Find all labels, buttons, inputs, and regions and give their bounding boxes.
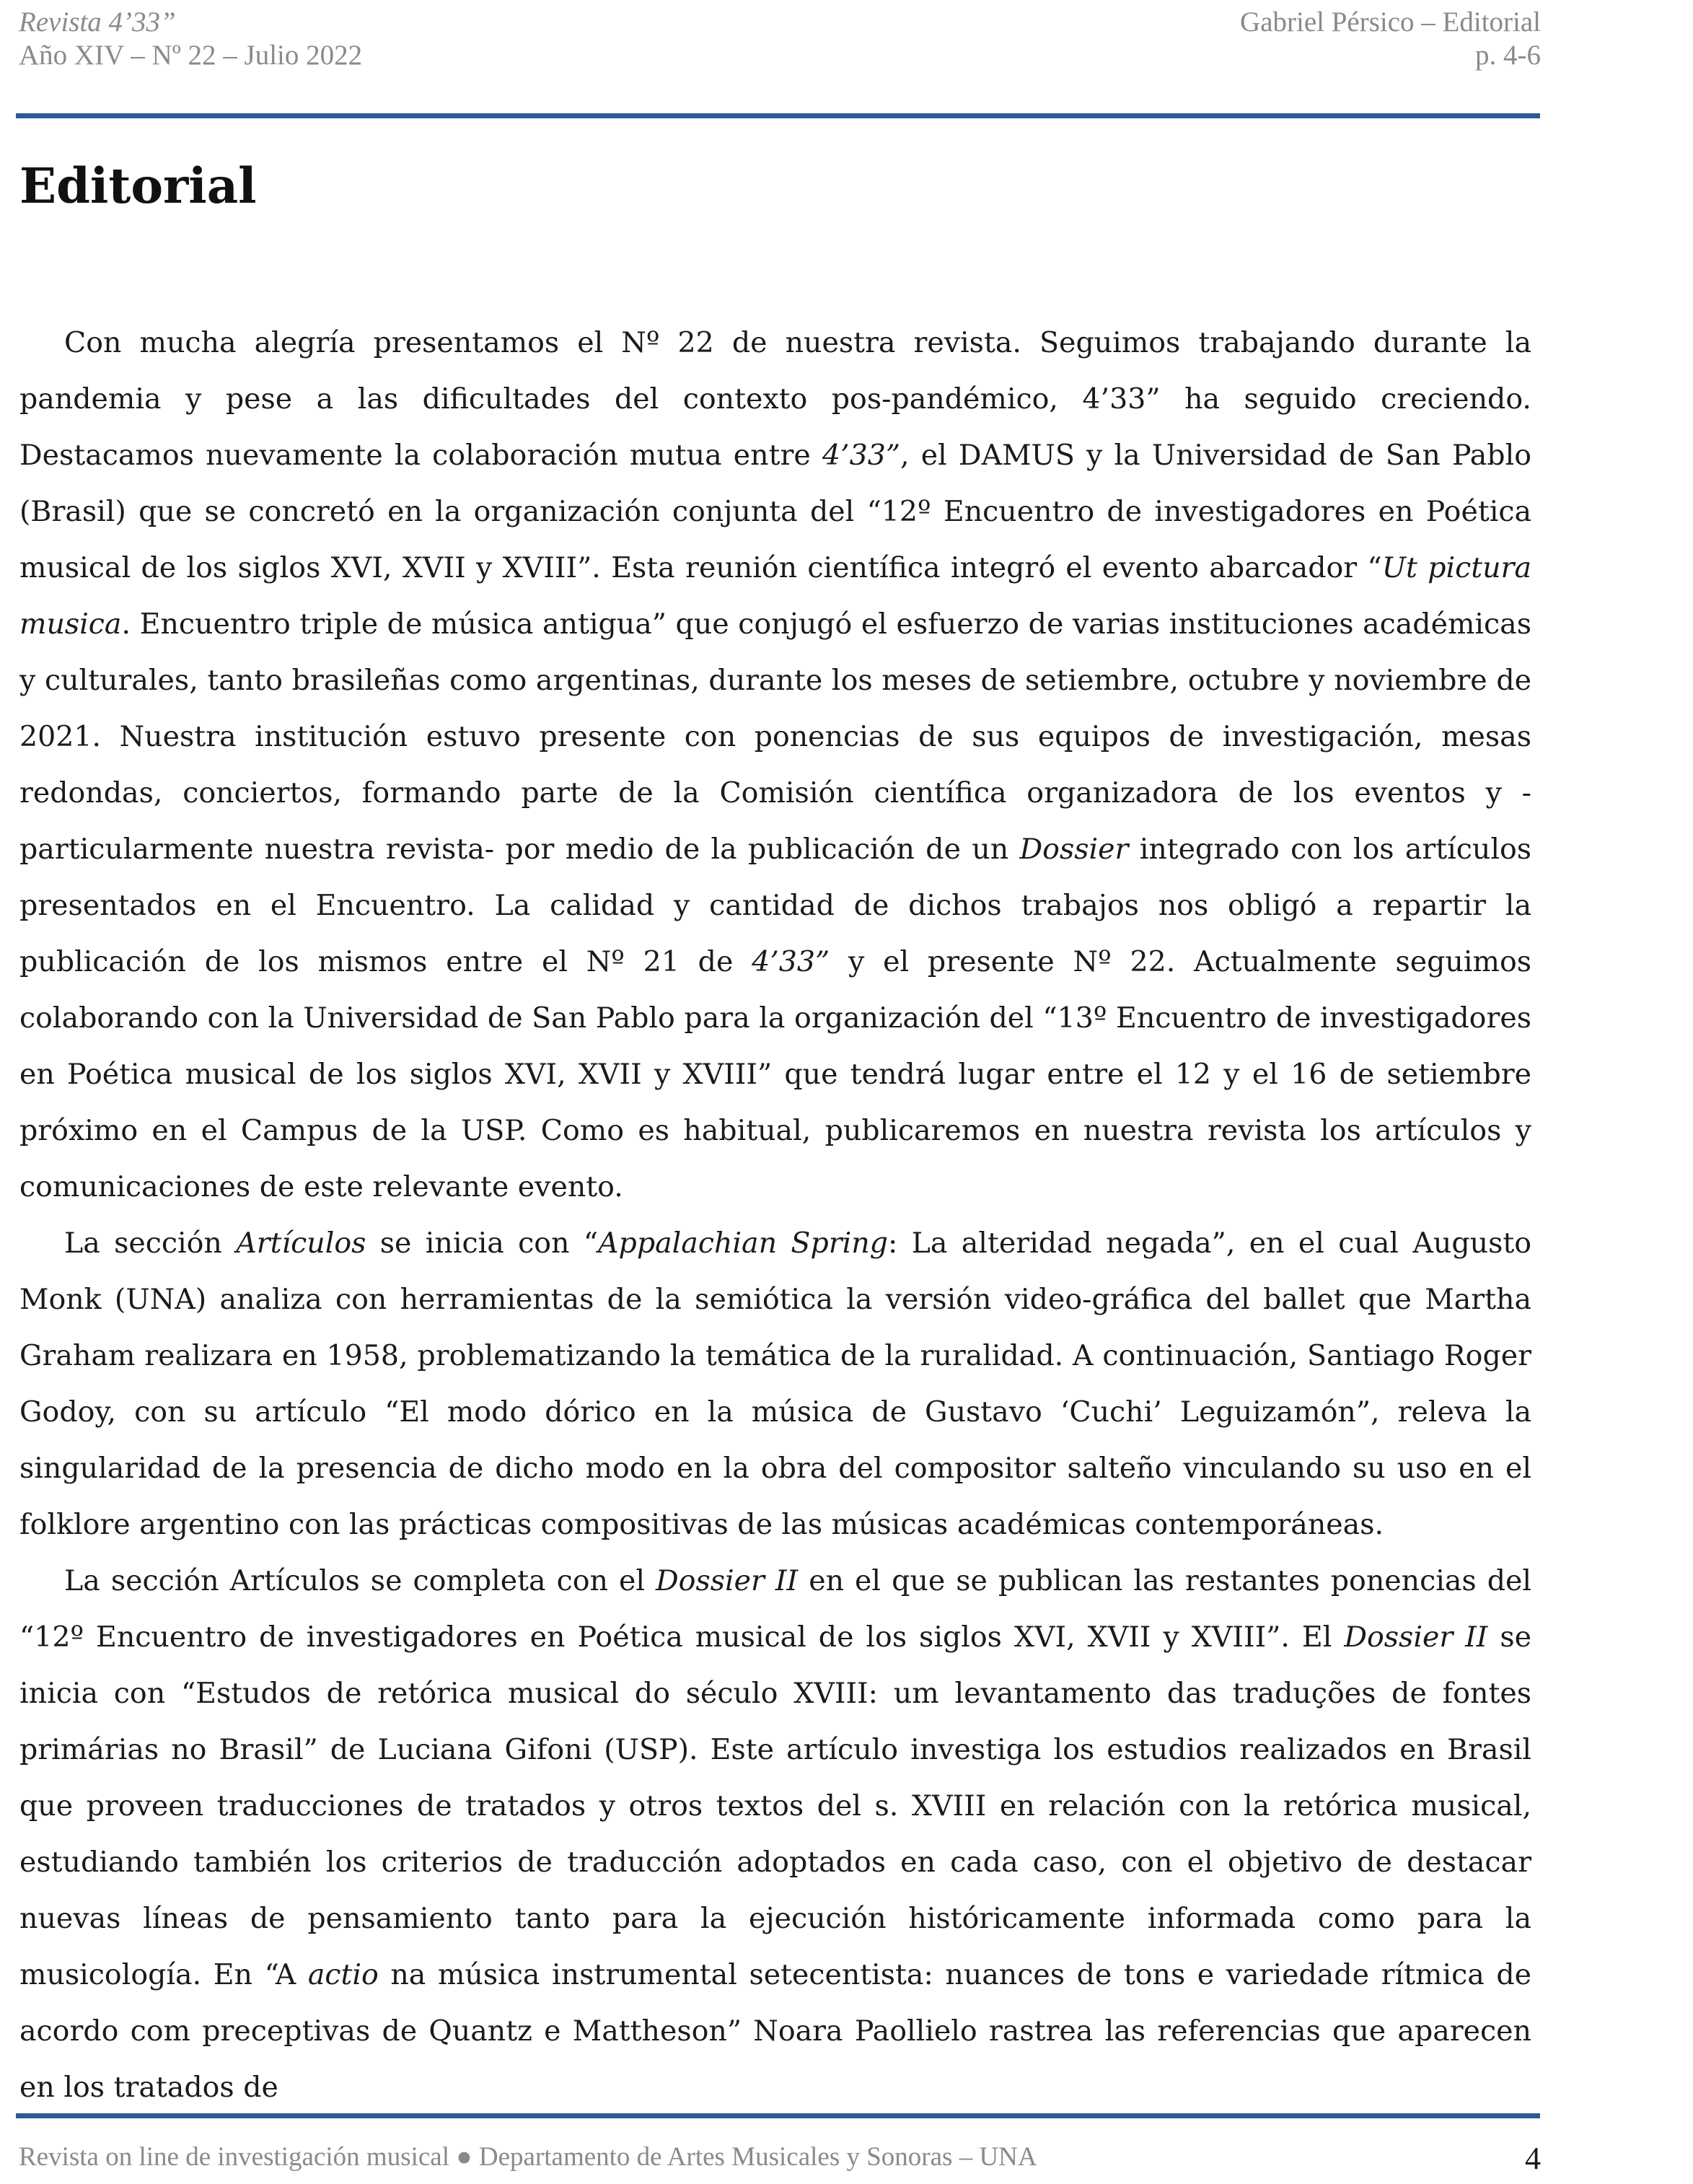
page-footer <box>19 2141 1541 2178</box>
text-run: , el DAMUS y la Universidad de San Pablo (Brasil) que se concretó en la organización conjunta del “12º Encuentro de investigadores en Poética musical de los siglos XVI, XVII y XVIII”. Esta reunión científica integró el evento abarcador “ <box>19 439 1531 584</box>
text-run: y el presente Nº 22. Actualmente seguimos colaborando con la Universidad de San Pablo para la organización del “13º Encuentro de investigadores en Poética musical de los siglos XVI, XVII y XVIII” que tendrá lugar entre el 12 y el 16 de setiembre próximo en el Campus de la USP. Como es habitual, publicaremos en nuestra revista los artículos y comunicaciones de este relevante evento. <box>19 945 1532 1203</box>
footer-text: Revista on line de investigación musical ● Departamento de Artes Musicales y Sonoras – UNA <box>19 2142 1037 2172</box>
italic-text-run: 4’33” <box>822 439 901 472</box>
text-run: se inicia con “Estudos de retórica musical do século XVIII: um levantamento das traduções de fontes primárias no Brasil” de Luciana Gifoni (USP). Este artículo investiga los estudios realizados en Brasil que proveen traducciones de tratados y otros textos del s. XVIII en relación con la retórica musical, estudiando también los criterios de traducción adoptados en cada caso, con el objetivo de destacar nuevas líneas de pensamiento tanto para la ejecución históricamente informada como para la musicología. En “A <box>19 1621 1531 1991</box>
author-section: Gabriel Pérsico – Editorial <box>1240 6 1541 38</box>
italic-text-run: Dossier II <box>1344 1621 1488 1654</box>
italic-text-run: Artículos <box>236 1227 366 1260</box>
text-run: na música instrumental setecentista: nuances de tons e variedade rítmica de acordo com preceptivas de Quantz e Mattheson” Noara Paollielo rastrea las referencias que aparecen en los tratados de <box>19 1958 1531 2104</box>
paragraph <box>19 1553 1531 2115</box>
italic-text-run: Dossier <box>1019 833 1129 866</box>
text-run: integrado con los artículos presentados en el Encuentro. La calidad y cantidad de dichos trabajos nos obligó a repartir la publicación de los mismos entre el Nº 21 de <box>19 833 1532 978</box>
issue-info: Año XIV – Nº 22 – Julio 2022 <box>19 40 363 71</box>
text-run: La sección Artículos se completa con el <box>64 1564 656 1597</box>
header-right <box>1240 6 1541 72</box>
header-divider <box>16 113 1540 118</box>
text-run: . Encuentro triple de música antigua” que conjugó el esfuerzo de varias instituciones académicas y culturales, tanto brasileñas como argentinas, durante los meses de setiembre, octubre y noviembre de 2021. Nuestra institución estuvo presente con ponencias de sus equipos de investigación, mesas redondas, conciertos, formando parte de la Comisión científica organizadora de los eventos y -particularmente nuestra revista- por medio de la publicación de un <box>19 608 1531 866</box>
italic-text-run: Ut pictura musica <box>19 551 1531 641</box>
text-run: en el que se publican las restantes ponencias del “12º Encuentro de investigadores en Poética musical de los siglos XVI, XVII y XVIII”. El <box>19 1564 1531 1654</box>
journal-name: Revista 4’33” <box>19 6 176 38</box>
footer-divider <box>16 2113 1540 2118</box>
italic-text-run: Dossier II <box>656 1564 799 1597</box>
italic-text-run: Appalachian Spring <box>598 1227 888 1260</box>
page-range: p. 4-6 <box>1475 40 1541 71</box>
text-run: : La alteridad negada”, en el cual Augusto Monk (UNA) analiza con herramientas de la semiótica la versión video-gráfica del ballet que Martha Graham realizara en 1958, problematizando la temática de la ruralidad. A continuación, Santiago Roger Godoy, con su artículo “El modo dórico en la música de Gustavo ‘Cuchi’ Leguizamón”, releva la singularidad de la presencia de dicho modo en la obra del compositor salteño vinculando su uso en el folklore argentino con las prácticas compositivas de las músicas académicas contemporáneas. <box>19 1227 1532 1541</box>
header-left <box>19 6 362 72</box>
page-title: Editorial <box>19 157 257 214</box>
page-header <box>19 6 1541 72</box>
page-number: 4 <box>1525 2141 1541 2176</box>
text-run: La sección <box>64 1227 237 1260</box>
italic-text-run: actio <box>307 1958 379 1991</box>
italic-text-run: 4’33” <box>752 945 830 978</box>
paragraph <box>19 1215 1531 1553</box>
paragraph <box>19 315 1531 1215</box>
article-body <box>19 315 1531 2115</box>
text-run: Con mucha alegría presentamos el Nº 22 de nuestra revista. Seguimos trabajando durante la pandemia y pese a las dificultades del contexto pos-pandémico, 4’33” ha seguido creciendo. Destacamos nuevamente la colaboración mutua entre <box>19 326 1531 472</box>
text-run: se inicia con “ <box>366 1227 599 1260</box>
